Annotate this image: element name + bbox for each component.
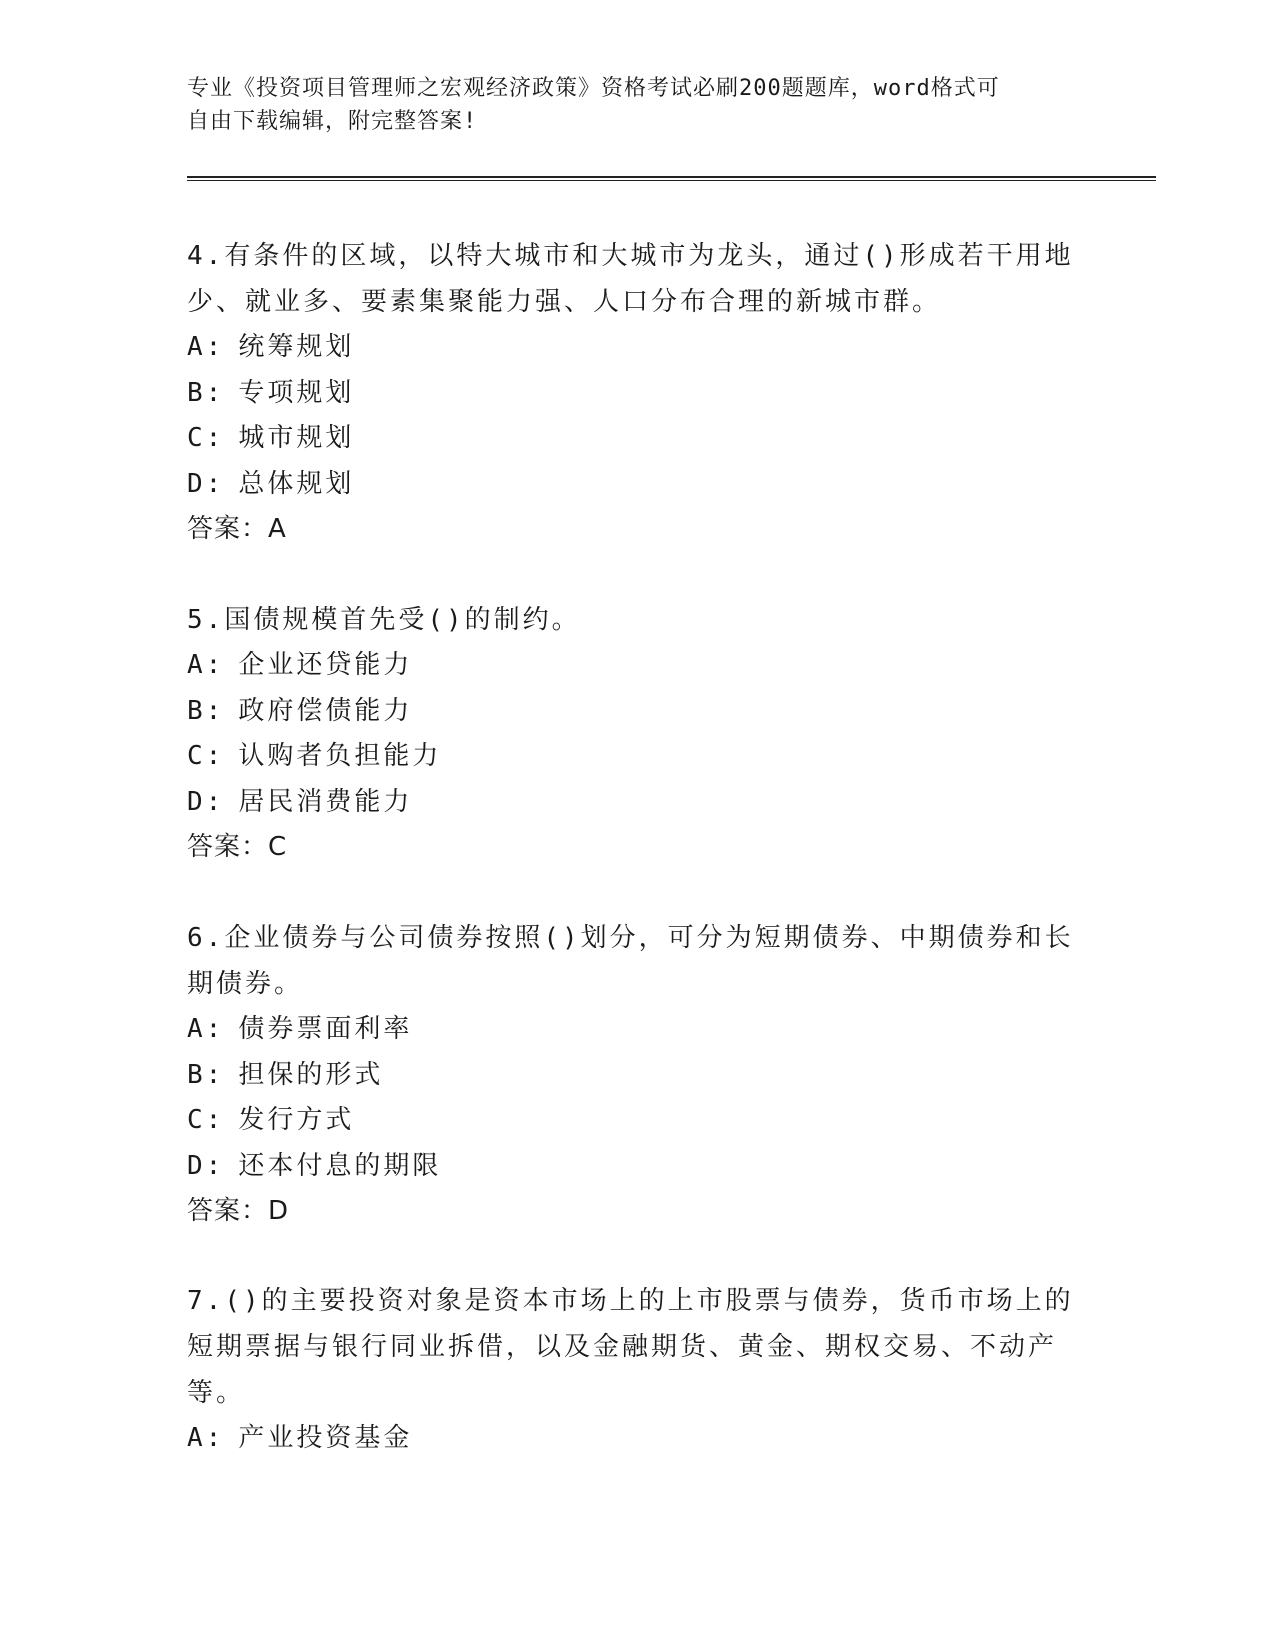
- option-letter: A:: [187, 650, 225, 680]
- option-text: 政府偿债能力: [238, 695, 413, 726]
- option-d: [187, 780, 1087, 826]
- answer: 答案：C: [187, 832, 288, 862]
- option-text: 居民消费能力: [238, 786, 413, 817]
- answer: 答案：D: [187, 1196, 290, 1226]
- option-a: [187, 1416, 1087, 1462]
- question-stem: [187, 1278, 1087, 1416]
- option-letter: B:: [187, 1059, 225, 1090]
- question-stem: [187, 233, 1087, 325]
- option-letter: B:: [187, 695, 225, 726]
- option-letter: A:: [187, 1014, 225, 1044]
- option-a: [187, 325, 1087, 371]
- option-letter: C:: [187, 1105, 225, 1135]
- option-letter: D:: [187, 468, 225, 499]
- question-number: 7.: [187, 1286, 225, 1316]
- question-7: [187, 1278, 1087, 1462]
- header-line-2: 自由下载编辑，附完整答案!: [187, 109, 478, 134]
- question-text: 国债规模首先受()的制约。: [224, 605, 581, 635]
- option-text: 城市规划: [238, 423, 355, 453]
- answer: 答案：A: [187, 514, 287, 544]
- option-a: [187, 643, 1087, 689]
- question-stem: [187, 597, 1087, 643]
- option-text: 产业投资基金: [238, 1423, 413, 1453]
- question-number: 4.: [187, 241, 225, 271]
- option-text: 债券票面利率: [238, 1014, 413, 1044]
- option-letter: B:: [187, 377, 225, 408]
- option-d: [187, 1144, 1087, 1190]
- option-text: 还本付息的期限: [238, 1150, 442, 1181]
- option-text: 企业还贷能力: [238, 650, 413, 680]
- option-letter: A:: [187, 332, 225, 362]
- option-letter: C:: [187, 423, 225, 453]
- question-6: [187, 915, 1087, 1234]
- question-text: 有条件的区域，以特大城市和大城市为龙头，通过()形成若干用地少、就业多、要素集聚能力强、人口分布合理的新城市群。: [187, 241, 1074, 317]
- document-header: [187, 72, 1067, 138]
- option-b: [187, 1053, 1087, 1099]
- option-c: [187, 416, 1087, 462]
- option-c: [187, 734, 1087, 780]
- question-number: 6.: [187, 923, 225, 953]
- question-text: 企业债券与公司债券按照()划分，可分为短期债券、中期债券和长期债券。: [187, 923, 1074, 999]
- option-text: 认购者负担能力: [238, 741, 442, 771]
- option-b: [187, 371, 1087, 417]
- option-letter: A:: [187, 1423, 225, 1453]
- question-stem: [187, 915, 1087, 1007]
- option-text: 总体规划: [238, 468, 355, 499]
- option-letter: C:: [187, 741, 225, 771]
- option-text: 统筹规划: [238, 332, 355, 362]
- header-divider: [187, 176, 1156, 181]
- question-text: ()的主要投资对象是资本市场上的上市股票与债券，货币市场上的短期票据与银行同业拆借，以及金融期货、黄金、期权交易、不动产等。: [187, 1286, 1074, 1408]
- option-text: 发行方式: [238, 1105, 355, 1135]
- option-text: 担保的形式: [238, 1059, 384, 1090]
- option-text: 专项规划: [238, 377, 355, 408]
- header-line-1: 专业《投资项目管理师之宏观经济政策》资格考试必刷200题题库，word格式可: [187, 76, 1000, 101]
- option-a: [187, 1007, 1087, 1053]
- question-5: [187, 597, 1087, 870]
- option-b: [187, 689, 1087, 735]
- option-letter: D:: [187, 1150, 225, 1181]
- option-c: [187, 1098, 1087, 1144]
- question-4: [187, 233, 1087, 552]
- option-letter: D:: [187, 786, 225, 817]
- question-number: 5.: [187, 605, 225, 635]
- option-d: [187, 462, 1087, 508]
